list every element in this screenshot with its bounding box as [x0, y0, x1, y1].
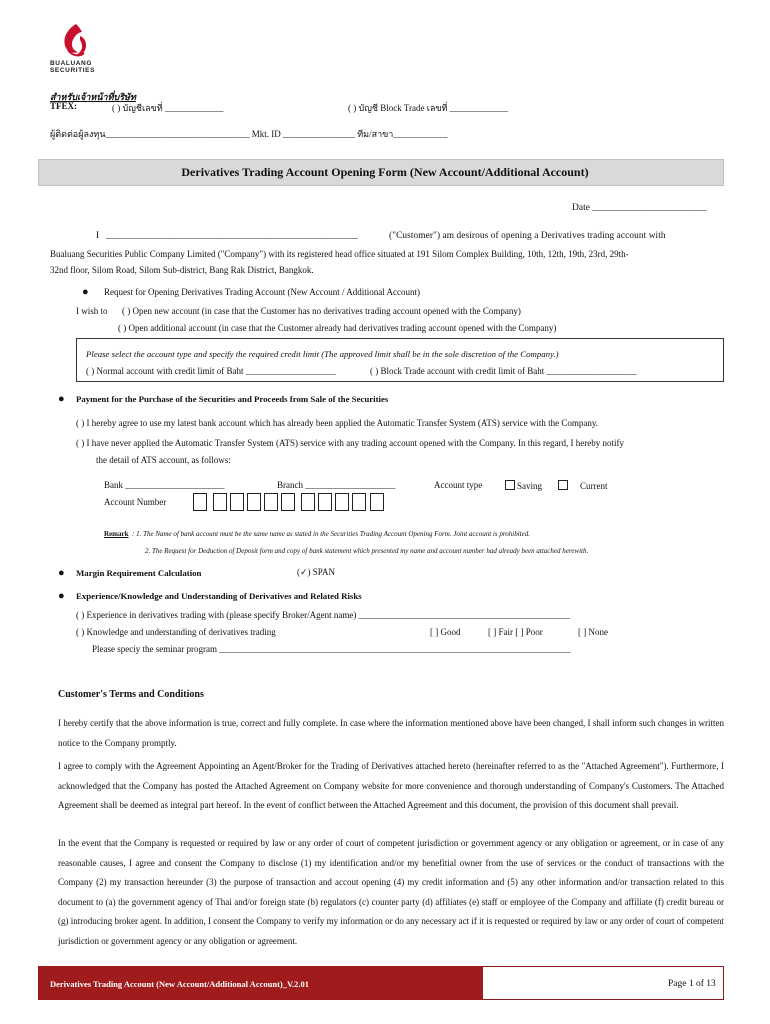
credit-note: Please select the account type and specify the required credit limit (The approved limit shall be in the sole discretion of the Company.): [86, 349, 559, 359]
ats-new-option[interactable]: ( ) I have never applied the Automatic Transfer System (ATS) service with any trading account opened with the Company. In this regard, I hereby notify: [76, 438, 625, 448]
span-option[interactable]: (✓) SPAN: [297, 567, 335, 577]
terms-heading: Customer's Terms and Conditions: [58, 689, 204, 700]
knowledge-option[interactable]: ( ) Knowledge and understanding of derivatives trading: [76, 627, 276, 637]
date-field[interactable]: Date ________________________: [572, 203, 707, 213]
intro-line3: 32nd floor, Silom Road, Silom Sub-district, Bang Rak District, Bangkok.: [50, 265, 314, 275]
block-trade-number-field[interactable]: ( ) บัญชี Block Trade เลขที่ _____________: [348, 103, 509, 113]
account-digit-box[interactable]: [213, 493, 227, 511]
request-heading: Request for Opening Derivatives Trading Account (New Account / Additional Account): [104, 287, 420, 297]
account-digit-box[interactable]: [230, 493, 244, 511]
account-type-label: Account type: [434, 480, 483, 490]
ats-existing-option[interactable]: ( ) I hereby agree to use my latest bank account which has already been applied the Automatic Transfer System (ATS) service with the Company.: [76, 418, 599, 428]
normal-account-option[interactable]: ( ) Normal account with credit limit of Baht ____________________: [86, 366, 336, 376]
saving-option[interactable]: [505, 480, 542, 491]
footer-form-name: Derivatives Trading Account (New Account/Additional Account)_V.2.01: [50, 979, 310, 989]
account-digit-box[interactable]: [247, 493, 261, 511]
bullet-icon: ●: [58, 590, 65, 602]
account-digit-box[interactable]: [335, 493, 349, 511]
account-digit-box[interactable]: [352, 493, 366, 511]
seminar-field[interactable]: Please speciy the seminar program ______________________________________________________________________________: [92, 644, 571, 654]
tfex-label: TFEX:: [50, 101, 77, 111]
wish-label: I wish to: [76, 306, 108, 316]
bullet-icon: ●: [58, 393, 65, 405]
branch-field[interactable]: Branch ____________________: [277, 480, 396, 490]
open-additional-option[interactable]: ( ) Open additional account (in case that the Customer already had derivatives trading account opened with the Company): [118, 323, 557, 333]
account-digit-box[interactable]: [301, 493, 315, 511]
remark-1: : 1. The Name of bank account must be the same name as stated in the Securities Trading Account Opening Form. Joint account is prohibited.: [132, 530, 530, 538]
remark-2: 2. The Request for Deduction of Deposit form and copy of bank statement which presented my name and account number had already been attached herewith.: [145, 547, 589, 555]
current-label: Current: [580, 481, 608, 491]
intro-line2: Bualuang Securities Public Company Limited ("Company") with its registered head office situated at 191 Silom Complex Building, 10th, 12th, 19th, 23rd, 29th-: [50, 249, 629, 259]
remark-label: Remark: [104, 530, 129, 538]
fair-poor-option[interactable]: [ ] Fair [ ] Poor: [488, 627, 543, 637]
terms-paragraph-1: I hereby certify that the above information is true, correct and fully complete. In case where the information mentioned above have been changed, I shall inform such changes in written notice to the Company promptly.: [58, 718, 724, 748]
experience-heading: Experience/Knowledge and Understanding of Derivatives and Related Risks: [76, 591, 362, 601]
account-number-field[interactable]: ( ) บัญชีเลขที่ _____________: [112, 103, 224, 113]
intro-i: I: [96, 231, 100, 241]
intro-line1: ("Customer") am desirous of opening a Derivatives trading account with: [389, 231, 666, 241]
account-number-label: Account Number: [104, 497, 167, 507]
bullet-icon: ●: [58, 567, 65, 579]
experience-option[interactable]: ( ) Experience in derivatives trading with (please specify Broker/Agent name) _______________________________________________: [76, 610, 571, 620]
page-number: Page 1 of 13: [668, 979, 716, 989]
bullet-icon: ●: [82, 286, 89, 298]
terms-paragraph-3: In the event that the Company is requested or required by law or any order of court of competent jurisdiction or government agency or any obligation or agreement, or in case of any reasonable causes, I agree and consent the Company to disclose (1) my identification and/or my benefitial owner from the use of services or the conduct of transactions with the Company (2) my transaction hereunder (3) the purpose of transaction and accout opening (4) my credit information and (5) any other information and/or transaction related to this document to (a) the government agency of Thai and/or foreign state (b) regulators (c) counter party (d) affiliates (e) staff or employee of the Company and affiliate (f) credit bureau or (g) introducing broker agent. In addition, I consent the Company to verify my information or do any necessary act if it is requested or required by law or any order of court of competent jurisdiction or government agency or any obligation or agreement.: [58, 838, 724, 946]
officer-heading: สำหรับเจ้าหน้าที่บริษัท: [50, 92, 136, 102]
customer-name-field[interactable]: _____________________________________________________: [106, 231, 358, 241]
account-digit-box[interactable]: [318, 493, 332, 511]
margin-heading: Margin Requirement Calculation: [76, 568, 202, 578]
open-new-option[interactable]: ( ) Open new account (in case that the Customer has no derivatives trading account opened with the Company): [122, 306, 521, 316]
block-trade-option[interactable]: ( ) Block Trade account with credit limit of Baht ____________________: [370, 366, 637, 376]
checkbox-icon[interactable]: [558, 480, 568, 490]
investor-contact-line[interactable]: ผู้ติดต่อผู้ลงทุน________________________________ Mkt. ID ________________ ทีม/สาขา____________: [50, 129, 448, 139]
payment-heading: Payment for the Purchase of the Securities and Proceeds from Sale of the Securities: [76, 394, 389, 404]
ats-new-option-cont: the detail of ATS account, as follows:: [96, 455, 231, 465]
none-option[interactable]: [ ] None: [578, 627, 608, 637]
account-digit-box[interactable]: [193, 493, 207, 511]
account-digit-box[interactable]: [281, 493, 295, 511]
account-digit-box[interactable]: [264, 493, 278, 511]
terms-paragraph-2: I agree to comply with the Agreement Appointing an Agent/Broker for the Trading of Derivatives attached hereto (hereinafter referred to as the "Attached Agreement"). Furthermore, I acknowledged that the Company has posted the Attached Agreement on Company website for more convenience and thorough understanding of Company's Customers. The Attached Agreement shall be deemed as integral part hereof. In the event of conflict between the Attached Agreement and this document, the provision of this document shall prevail.: [58, 761, 724, 810]
good-option[interactable]: [ ] Good: [430, 627, 461, 637]
logo-wordmark: BUALUANG SECURITIES: [50, 60, 96, 74]
bank-field[interactable]: Bank ______________________: [104, 480, 225, 490]
account-digit-box[interactable]: [370, 493, 384, 511]
current-option[interactable]: [558, 480, 608, 491]
form-title: Derivatives Trading Account Opening Form (New Account/Additional Account): [181, 165, 589, 179]
checkbox-icon[interactable]: [505, 480, 515, 490]
saving-label: Saving: [517, 481, 543, 491]
